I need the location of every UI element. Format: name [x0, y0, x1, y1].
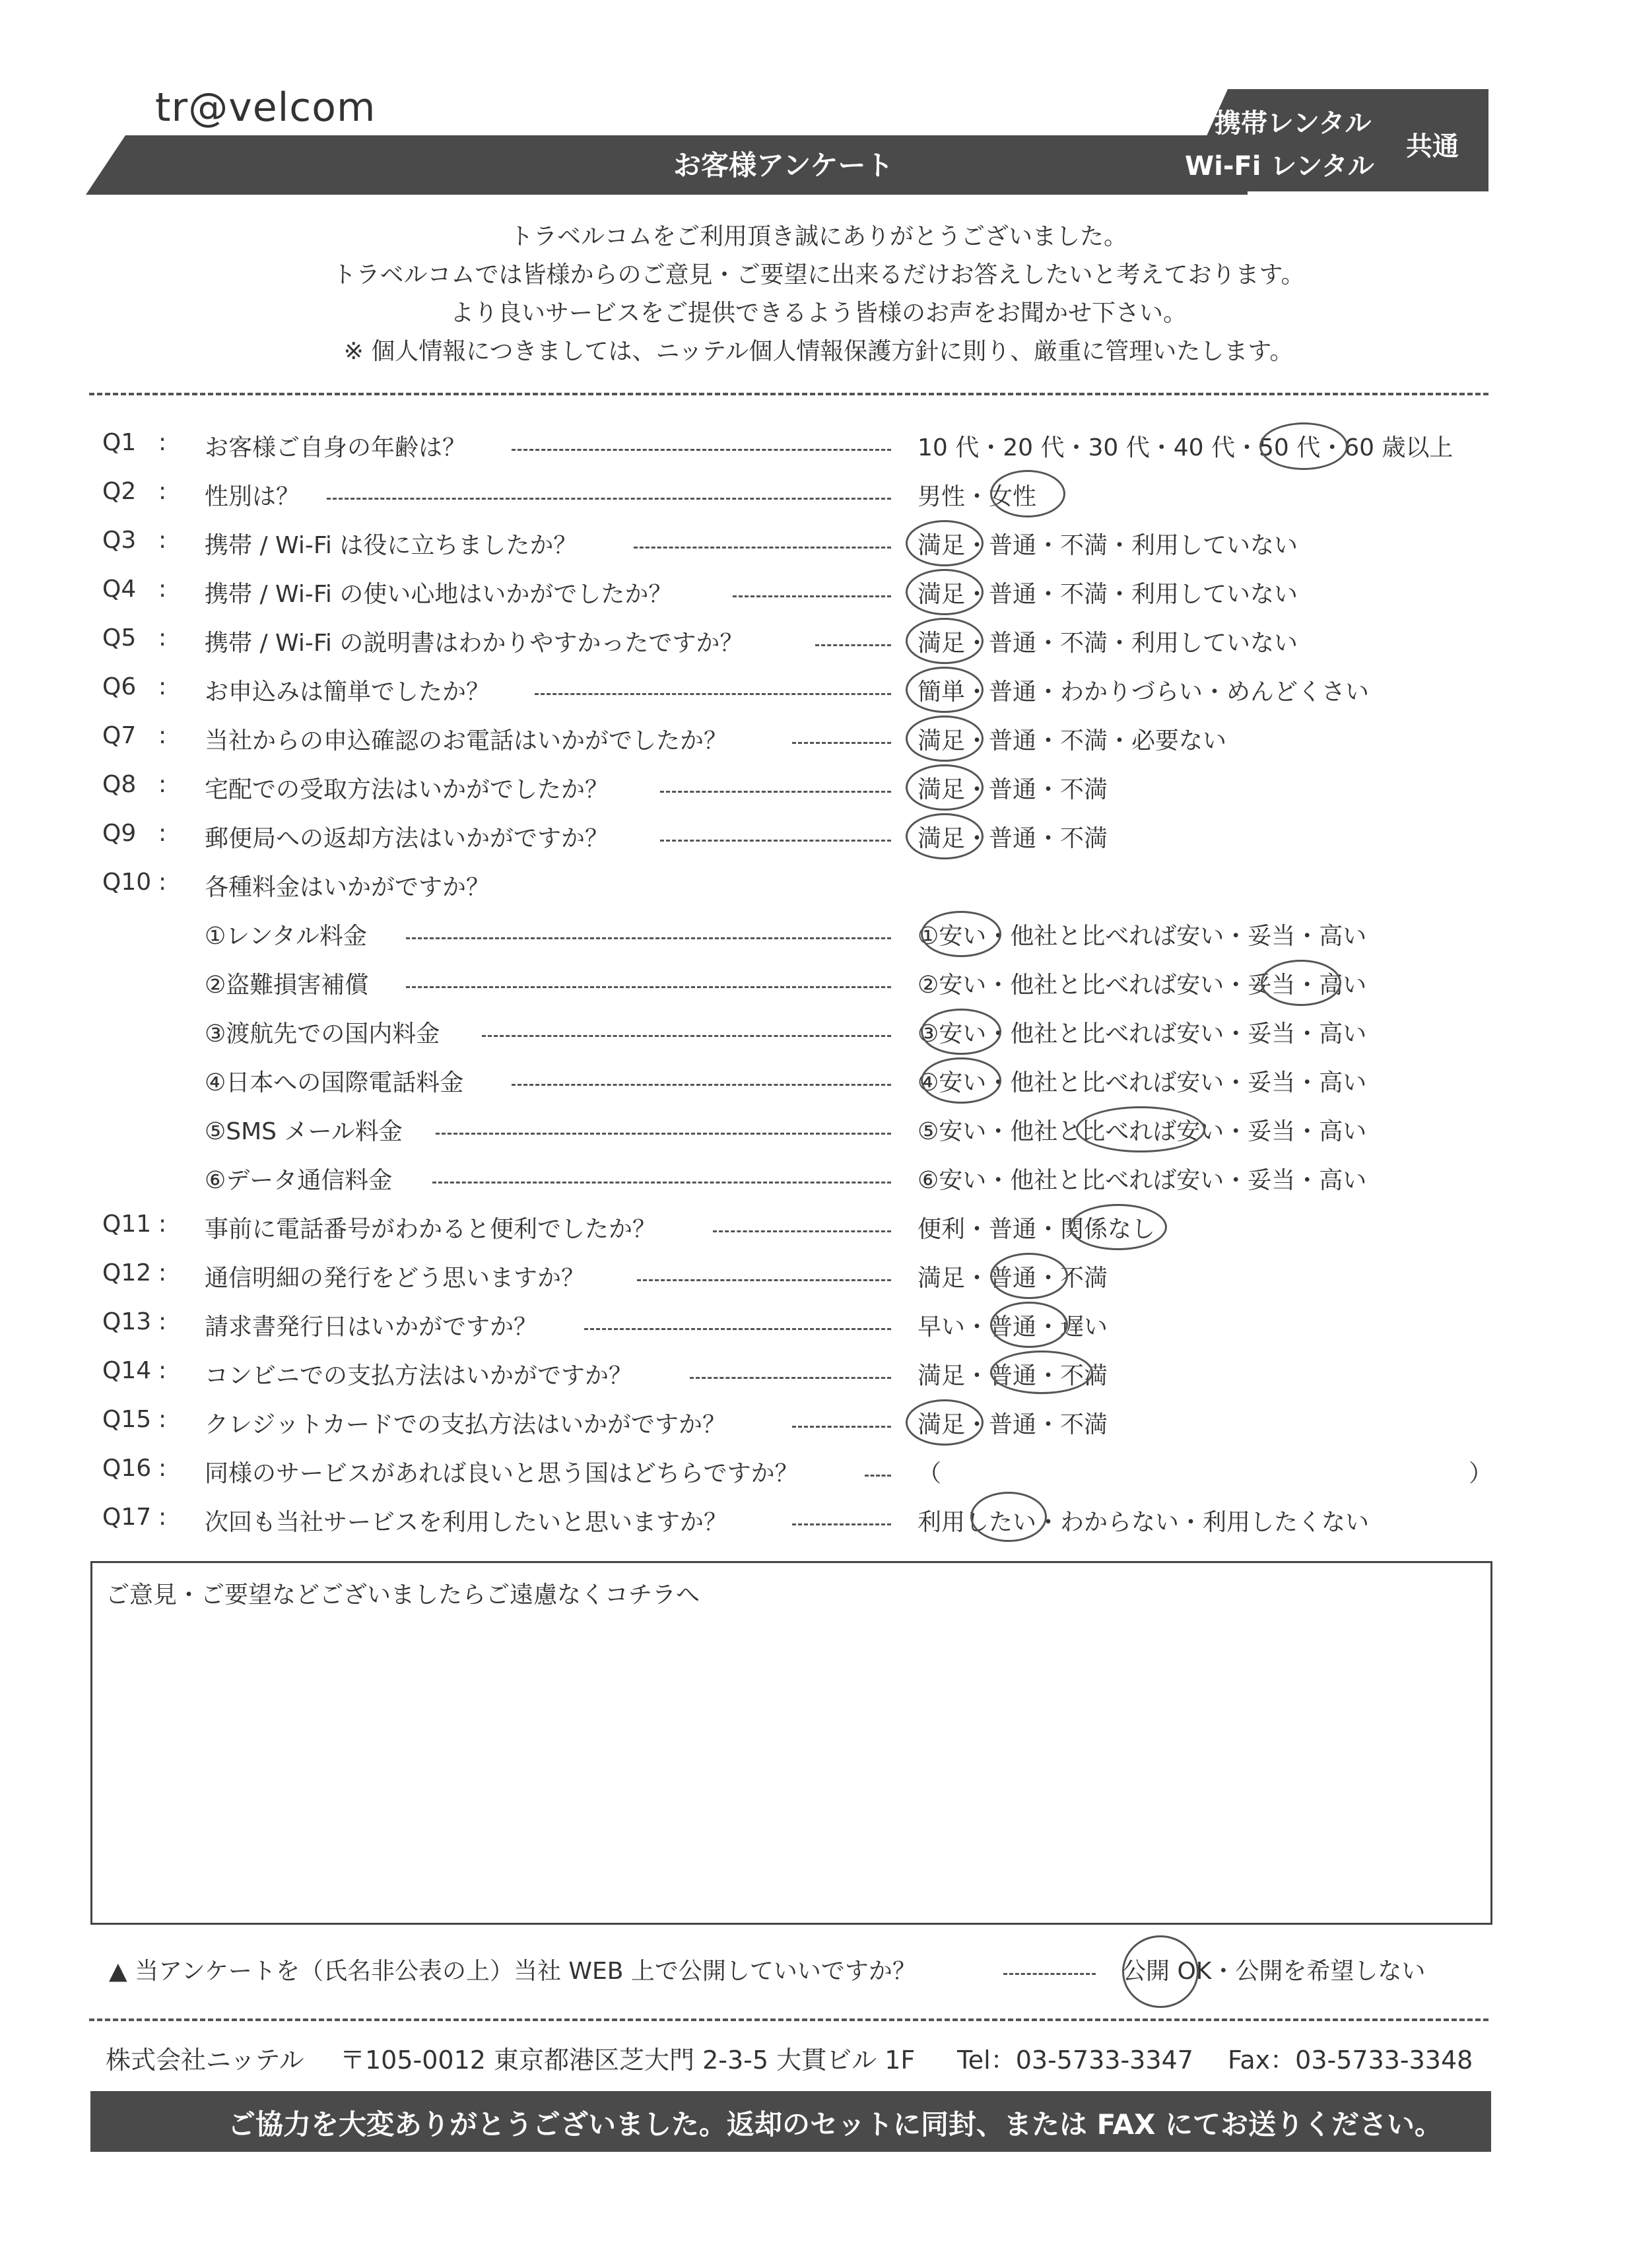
- question-number: Q3: [102, 527, 137, 554]
- leader-line: [327, 498, 891, 500]
- question-number: Q1: [102, 429, 137, 456]
- leader-line: [792, 1426, 891, 1428]
- answer-options[interactable]: 早い・普通・遅い: [918, 1314, 1108, 1341]
- leader-line: [1003, 1973, 1096, 1975]
- survey-title: お客様アンケート: [673, 149, 894, 182]
- answer-circle-q13: [990, 1302, 1068, 1348]
- answer-options[interactable]: 満足・普通・不満: [918, 1362, 1108, 1389]
- answer-options[interactable]: ④安い・他社と比べれば安い・妥当・高い: [918, 1069, 1367, 1096]
- question-number: Q14: [102, 1357, 152, 1384]
- answer-options[interactable]: 満足・普通・不満: [918, 1265, 1108, 1292]
- colon: :: [158, 624, 167, 651]
- tab-mobile-rental: 携帯レンタル: [1215, 108, 1372, 139]
- answer-options[interactable]: ⑤安い・他社と比べれば安い・妥当・高い: [918, 1118, 1367, 1145]
- question-row-q10: [0, 869, 1637, 908]
- answer-circle-q5: [906, 618, 984, 664]
- answer-circle-q3: [906, 520, 984, 566]
- question-row-q16: [0, 1455, 1637, 1494]
- answer-options[interactable]: 便利・普通・関係なし: [918, 1216, 1156, 1243]
- answer-options[interactable]: 満足・普通・不満: [918, 1411, 1108, 1438]
- question-number: Q7: [102, 722, 137, 749]
- answer-circle-q8: [906, 764, 984, 811]
- question-text: 次回も当社サービスを利用したいと思いますか？: [205, 1509, 728, 1536]
- header-bar: [86, 135, 1248, 195]
- tab-wifi-rental: Wi-Fi レンタル: [1185, 151, 1374, 182]
- answer-circle-q14: [990, 1351, 1093, 1394]
- colon: :: [158, 1211, 167, 1238]
- question-row-q7: [0, 722, 1637, 762]
- company-address: 〒105-0012 東京都港区芝大門 2-3-5 大貫ビル 1F: [340, 2046, 916, 2075]
- leader-line: [512, 1084, 891, 1086]
- colon: :: [158, 673, 167, 700]
- question-text: コンビニでの支払方法はいかがですか？: [205, 1362, 633, 1389]
- colon: :: [158, 576, 167, 603]
- leader-line: [406, 986, 891, 988]
- answer-options[interactable]: 満足・普通・不満: [918, 776, 1108, 803]
- question-number: Q8: [102, 771, 137, 798]
- question-text: 郵便局への返却方法はいかがですか？: [205, 825, 609, 852]
- leader-line: [512, 449, 891, 451]
- answer-circle-q1: [1259, 422, 1348, 470]
- colon: :: [158, 1406, 167, 1433]
- question-number: Q12: [102, 1259, 152, 1286]
- leader-line: [660, 791, 891, 793]
- answer-circle-q9: [906, 813, 984, 859]
- answer-circle-q15: [906, 1399, 984, 1446]
- question-row-q11: [0, 1211, 1637, 1250]
- fee-label: ⑥データ通信料金: [205, 1167, 393, 1194]
- answer-circle-q4: [906, 569, 984, 615]
- leader-line: [634, 547, 891, 549]
- leader-line: [713, 1230, 891, 1232]
- comment-label: ご意見・ご要望などございましたらご遠慮なくコチラへ: [106, 1582, 700, 1609]
- question-row-q15: [0, 1406, 1637, 1446]
- question-text: 通信明細の発行をどう思いますか？: [205, 1265, 585, 1292]
- question-text: 事前に電話番号がわかると便利でしたか？: [205, 1216, 657, 1243]
- question-row-q5: [0, 624, 1637, 664]
- divider: [89, 393, 1488, 395]
- colon: :: [158, 1357, 167, 1384]
- fee-row-theft-insurance: [0, 966, 1637, 1006]
- question-text: お申込みは簡単でしたか？: [205, 679, 490, 706]
- question-text: 各種料金はいかがですか？: [205, 874, 490, 901]
- fee-row-sms: [0, 1113, 1637, 1152]
- answer-circle-publish: [1122, 1935, 1199, 2008]
- answer-circle-fee-3: [921, 1009, 1001, 1055]
- colon: :: [158, 527, 167, 554]
- colon: :: [158, 820, 167, 847]
- question-number: Q13: [102, 1308, 152, 1335]
- travelcom-logo: tr@velcom: [155, 84, 376, 131]
- answer-circle-fee-4: [921, 1057, 1001, 1104]
- answer-options[interactable]: 満足・普通・不満・必要ない: [918, 727, 1227, 754]
- thanks-message: ご協力を大変ありがとうございました。返却のセットに同封、または FAX にてお送りください。: [227, 2108, 1442, 2141]
- fee-label: ④日本への国際電話料金: [205, 1069, 464, 1096]
- answer-circle-q17: [970, 1492, 1047, 1542]
- answer-circle-q6: [906, 667, 984, 713]
- answer-circle-fee-5: [1076, 1106, 1205, 1152]
- question-row-q3: [0, 527, 1637, 566]
- answer-circle-fee-2: [1261, 960, 1341, 1006]
- question-number: Q6: [102, 673, 137, 700]
- leader-line: [815, 644, 891, 646]
- answer-circle-q11: [1069, 1204, 1167, 1250]
- leader-line: [584, 1328, 891, 1330]
- question-number: Q5: [102, 624, 137, 651]
- leader-line: [637, 1279, 891, 1281]
- question-text: 当社からの申込確認のお電話はいかがでしたか？: [205, 727, 728, 754]
- leader-line: [406, 937, 891, 939]
- fee-label: ②盗難損害補償: [205, 972, 369, 999]
- question-row-q1: [0, 429, 1637, 469]
- question-row-q12: [0, 1259, 1637, 1299]
- question-number: Q10: [102, 869, 152, 896]
- question-text: お客様ご自身の年齢は？: [205, 434, 467, 461]
- question-text: 性別は？: [205, 483, 300, 510]
- question-text: 携帯 / Wi-Fi の使い心地はいかがでしたか？: [205, 581, 673, 608]
- question-text: 宅配での受取方法はいかがでしたか？: [205, 776, 609, 803]
- question-number: Q9: [102, 820, 137, 847]
- question-number: Q15: [102, 1406, 152, 1433]
- fee-label: ③渡航先での国内料金: [205, 1020, 440, 1048]
- question-text: 請求書発行日はいかがですか？: [205, 1314, 538, 1341]
- colon: :: [158, 429, 167, 456]
- fee-label: ⑤SMS メール料金: [205, 1118, 403, 1145]
- fee-row-data: [0, 1162, 1637, 1201]
- leader-line: [690, 1377, 891, 1379]
- question-text: 同様のサービスがあれば良いと思う国はどちらですか？: [205, 1460, 799, 1487]
- divider: [89, 2018, 1488, 2021]
- comment-textarea[interactable]: [90, 1561, 1492, 1925]
- publish-question: ▲ 当アンケートを（氏名非公表の上）当社 WEB 上で公開していいですか？: [109, 1958, 916, 1985]
- colon: :: [158, 1308, 167, 1335]
- colon: :: [158, 869, 167, 896]
- question-number: Q16: [102, 1455, 152, 1482]
- leader-line: [792, 742, 891, 744]
- answer-options[interactable]: ③安い・他社と比べれば安い・妥当・高い: [918, 1020, 1367, 1048]
- fee-row-domestic-abroad: [0, 1015, 1637, 1055]
- company-tel: Tel：03-5733-3347: [957, 2046, 1193, 2075]
- company-fax: Fax：03-5733-3348: [1228, 2046, 1473, 2075]
- tab-common: 共通: [1406, 131, 1459, 162]
- fee-label: ①レンタル料金: [205, 923, 367, 950]
- colon: :: [158, 1259, 167, 1286]
- question-row-q2: [0, 478, 1637, 517]
- colon: :: [158, 771, 167, 798]
- colon: :: [158, 1504, 167, 1531]
- fee-row-international-call: [0, 1064, 1637, 1104]
- question-text: クレジットカードでの支払方法はいかがですか？: [205, 1411, 727, 1438]
- intro-line-3: より良いサービスをご提供できるよう皆様のお声をお聞かせ下さい。: [450, 300, 1187, 327]
- question-number: Q11: [102, 1211, 152, 1238]
- answer-circle-q7: [906, 716, 984, 762]
- country-input-open-paren[interactable]: （: [918, 1460, 942, 1487]
- country-input-close-paren: ）: [1469, 1460, 1493, 1487]
- question-number: Q17: [102, 1504, 152, 1531]
- answer-options[interactable]: 男性・女性: [918, 483, 1037, 510]
- question-row-q8: [0, 771, 1637, 811]
- leader-line: [535, 693, 891, 695]
- answer-options[interactable]: 満足・普通・不満・利用していない: [918, 581, 1298, 608]
- answer-options[interactable]: 利用したい・わからない・利用したくない: [918, 1509, 1370, 1536]
- question-row-q6: [0, 673, 1637, 713]
- answer-options[interactable]: 簡単・普通・わかりづらい・めんどくさい: [918, 679, 1370, 706]
- answer-options[interactable]: 満足・普通・不満・利用していない: [918, 532, 1298, 559]
- leader-line: [436, 1133, 891, 1135]
- question-row-q4: [0, 576, 1637, 615]
- answer-options[interactable]: 満足・普通・不満: [918, 825, 1108, 852]
- intro-line-1: トラベルコムをご利用頂き誠にありがとうございました。: [509, 223, 1127, 250]
- question-row-q13: [0, 1308, 1637, 1348]
- publish-options[interactable]: 公開 OK・公開を希望しない: [1122, 1958, 1426, 1985]
- answer-options[interactable]: ①安い・他社と比べれば安い・妥当・高い: [918, 923, 1367, 950]
- answer-options[interactable]: ⑥安い・他社と比べれば安い・妥当・高い: [918, 1167, 1367, 1194]
- question-row-q17: [0, 1504, 1637, 1543]
- leader-line: [432, 1182, 891, 1184]
- leader-line: [865, 1475, 891, 1477]
- answer-circle-q12: [990, 1253, 1068, 1299]
- question-number: Q2: [102, 478, 137, 505]
- colon: :: [158, 1455, 167, 1482]
- intro-line-2: トラベルコムでは皆様からのご意見・ご要望に出来るだけお答えしたいと考えております。: [332, 261, 1305, 288]
- answer-circle-fee-1: [921, 911, 1001, 957]
- leader-line: [660, 840, 891, 842]
- intro-line-4: ※ 個人情報につきましては、ニッテル個人情報保護方針に則り、厳重に管理いたします。: [343, 338, 1294, 365]
- answer-circle-q2: [990, 470, 1065, 517]
- question-row-q14: [0, 1357, 1637, 1397]
- answer-options[interactable]: ②安い・他社と比べれば安い・妥当・高い: [918, 972, 1367, 999]
- leader-line: [792, 1523, 891, 1525]
- fee-row-rental: [0, 917, 1637, 957]
- answer-options[interactable]: 満足・普通・不満・利用していない: [918, 630, 1298, 657]
- company-name: 株式会社ニッテル: [106, 2046, 304, 2075]
- question-text: 携帯 / Wi-Fi は役に立ちましたか？: [205, 532, 578, 559]
- answer-options[interactable]: 10 代・20 代・30 代・40 代・50 代・60 歳以上: [918, 434, 1453, 461]
- question-row-q9: [0, 820, 1637, 859]
- question-number: Q4: [102, 576, 137, 603]
- colon: :: [158, 478, 167, 505]
- leader-line: [482, 1035, 891, 1037]
- colon: :: [158, 722, 167, 749]
- leader-line: [733, 595, 891, 597]
- question-text: 携帯 / Wi-Fi の説明書はわかりやすかったですか？: [205, 630, 744, 657]
